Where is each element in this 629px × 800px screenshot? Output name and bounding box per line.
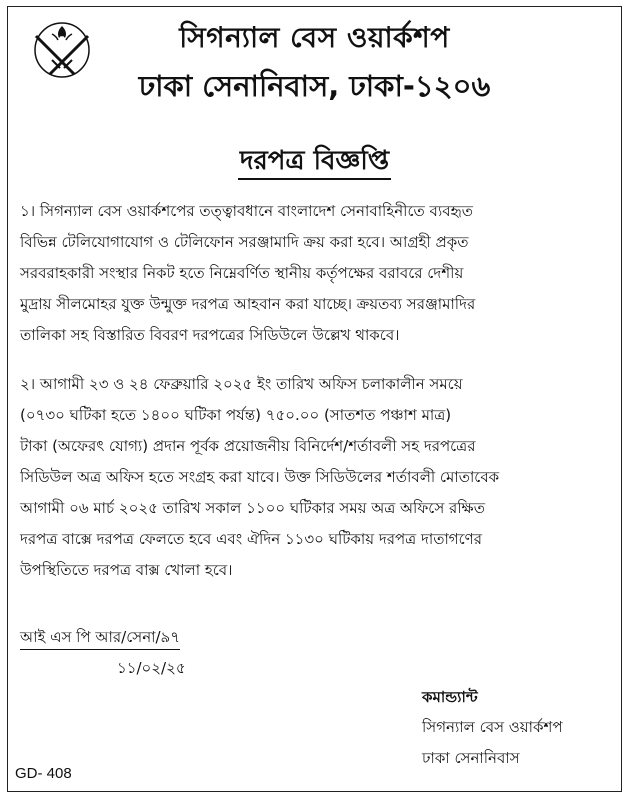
- paragraph-2-line: সিডিউল অত্র অফিস হতে সংগ্রহ করা যাবে। উক্ত সিডিউলের শর্তাবলী মোতাবেক: [20, 468, 500, 486]
- paragraph-1-line: তালিকা সহ বিস্তারিত বিবরণ দরপত্রের সিডিউলে উল্লেখ থাকবে।: [20, 326, 400, 344]
- reference-number: আই এস পি আর/সেনা/৯৭: [20, 626, 180, 651]
- paragraph-1-line: ১। সিগন্যাল বেস ওয়ার্কশপের তত্ত্বাবধানে বাংলাদেশ সেনাবাহিনীতে ব্যবহৃত: [20, 202, 474, 220]
- paragraph-1-line: সরবরাহকারী সংস্থার নিকট হতে নিম্নেবর্ণিত স্থানীয় কর্তৃপক্ষের বরাবরে দেশীয়: [20, 264, 464, 282]
- paragraph-2-line: (০৭৩০ ঘটিকা হতে ১৪০০ ঘটিকা পর্যন্ত) ৭৫০.০০ (সাতশত পঞ্চাশ মাত্র): [20, 406, 452, 424]
- paragraph-2-line: উপস্থিতিতে দরপত্র বাক্স খোলা হবে।: [20, 561, 233, 579]
- paragraph-2-line: দরপত্র বাক্সে দরপত্র ফেলতে হবে এবং ঐদিন ১১৩০ ঘটিকায় দরপত্র দাতাগণের: [20, 530, 482, 548]
- paragraph-2-line: ২। আগামী ২৩ ও ২৪ ফেব্রুয়ারি ২০২৫ ইং তারিখ অফিস চলাকালীন সময়ে: [20, 375, 463, 393]
- office-name: সিগন্যাল বেস ওয়ার্কশপ: [179, 21, 450, 54]
- office-address: ঢাকা সেনানিবাস, ঢাকা-১২০৬: [138, 69, 491, 103]
- signature-location: ঢাকা সেনানিবাস: [422, 749, 520, 767]
- paragraph-2-line: আগামী ০৬ মার্চ ২০২৫ তারিখ সকাল ১১০০ ঘটিকার সময় অত্র অফিসে রক্ষিত: [20, 499, 485, 517]
- paragraph-2-line: টাকা (অফেরৎ যোগ্য) প্রদান পূর্বক প্রয়োজনীয় বিনির্দেশ/শর্তাবলী সহ দরপত্রের: [20, 437, 476, 455]
- paragraph-2: [20, 369, 610, 586]
- signature-unit: সিগন্যাল বেস ওয়ার্কশপ: [422, 718, 563, 736]
- paragraph-1: [20, 196, 610, 351]
- paragraph-1-line: বিভিন্ন টেলিযোগাযোগ ও টেলিফোন সরঞ্জামাদি ক্রয় করা হবে। আগ্রহী প্রকৃত: [20, 233, 469, 251]
- notice-title: দরপত্র বিজ্ঞপ্তি: [0, 140, 629, 184]
- gd-code: GD- 408: [15, 765, 72, 782]
- issue-date: ১১/০২/২৫: [117, 659, 186, 677]
- paragraph-1-line: মুদ্রায় সীলমোহর যুক্ত উন্মুক্ত দরপত্র আহবান করা যাচ্ছে। ক্রয়তব্য সরঞ্জামাদির: [20, 295, 476, 313]
- signature-designation: কমান্ড্যান্ট: [422, 688, 478, 706]
